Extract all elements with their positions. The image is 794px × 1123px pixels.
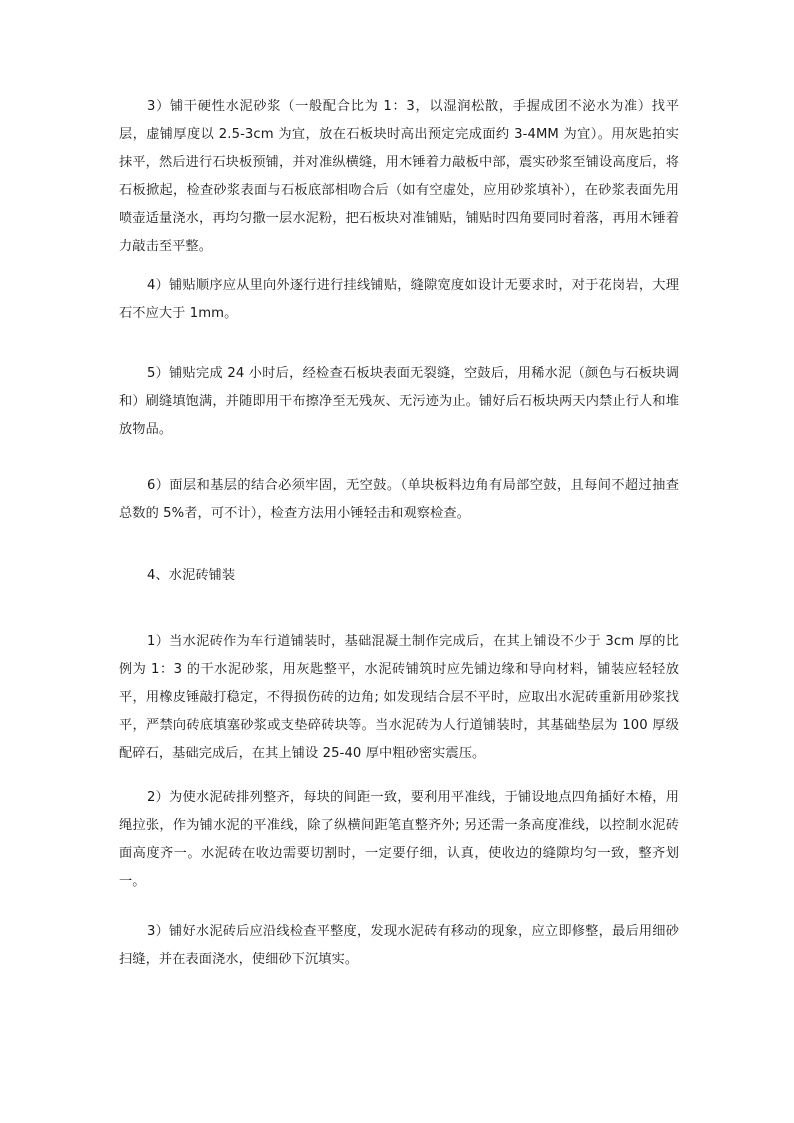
section-heading-cement-brick: 4、水泥砖铺装 [147,568,236,583]
paragraph-cement-brick-roadway: 1）当水泥砖作为车行道铺装时，基础混凝土制作完成后，在其上铺设不少于 3cm 厚的比例为 1：3 的干水泥砂浆，用灰匙整平，水泥砖铺筑时应先铺边缘和导向材料，铺装应轻轻放平，用橡皮锤敲打稳定，不得损伤砖的边角; 如发现结合层不平时，应取出水泥砖重新用砂浆找平，严禁向砖底填塞砂浆或支垫碎砖块等。当水泥砖为人行道铺装时，其基础垫层为 100 厚级配碎石，基础完成后，在其上铺设 25-40 厚中粗砂密实震压。 [119,634,679,761]
paragraph-paving-order: 4）铺贴顺序应从里向外逐行进行挂线铺贴，缝隙宽度如设计无要求时，对于花岗岩，大理石不应大于 1mm。 [119,278,679,321]
paragraph-bonding-inspection: 6）面层和基层的结合必须牢固，无空鼓。（单块板料边角有局部空鼓，且每间不超过抽查总数的 5%者，可不计），检查方法用小锤轻击和观察检查。 [119,478,679,521]
paragraph-joint-filling: 5）铺贴完成 24 小时后，经检查石板块表面无裂缝，空鼓后，用稀水泥（颜色与石板块调和）刷缝填饱满，并随即用干布擦净至无残灰、无污迹为止。铺好后石板块两天内禁止行人和堆放物品。 [119,366,679,437]
paragraph-cement-brick-finishing: 3）铺好水泥砖后应沿线检查平整度，发现水泥砖有移动的现象，应立即修整，最后用细砂扫缝，并在表面浇水，使细砂下沉填实。 [119,924,679,967]
paragraph-cement-brick-alignment: 2）为使水泥砖排列整齐，每块的间距一致，要利用平准线，于铺设地点四角插好木椿，用绳拉张，作为铺水泥的平准线，除了纵横间距笔直整齐外; 另还需一条高度准线，以控制水泥砖面高度齐一。水泥砖在收边需要切割时，一定要仔细，认真，使收边的缝隙均匀一致，整齐划一。 [119,790,679,889]
paragraph-stone-mortar-bedding: 3）铺干硬性水泥砂浆（一般配合比为 1：3，以湿润松散，手握成团不泌水为准）找平层，虚铺厚度以 2.5-3cm 为宜，放在石板块时高出预定完成面约 3-4MM 为宜）。用灰匙拍实抹平，然后进行石块板预铺，并对准纵横缝，用木锤着力敲板中部，震实砂浆至铺设高度后，将石板掀起，检查砂浆表面与石板底部相吻合后（如有空虚处，应用砂浆填补），在砂浆表面先用喷壶适量浇水，再均匀撒一层水泥粉，把石板块对准铺贴，铺贴时四角要同时着落，再用木锤着力敲击至平整。 [119,99,679,254]
